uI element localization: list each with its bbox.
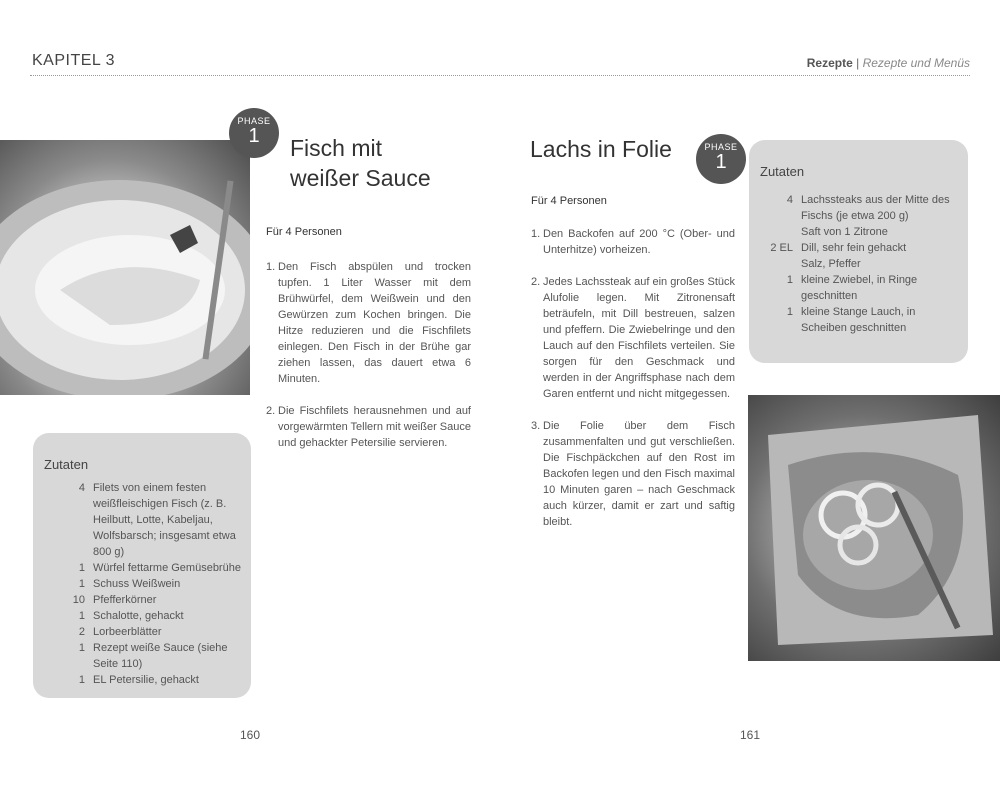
step-text: Den Fisch abspülen und trocken tupfen. 1 Liter Wasser mit dem Brühwürfel, dem Weißwein und den Gewürzen zum Kochen bringen. Die Hitze reduzieren und die Fischfilets einlegen. Den Fisch in der Brühe gar ziehen lassen, das dauert etwa 6 Minuten.	[278, 261, 471, 385]
recipe-title-line: weißer Sauce	[290, 165, 431, 191]
ingredient-row	[57, 592, 242, 608]
fish-dish-illustration	[0, 140, 250, 395]
running-header-section: Rezepte	[806, 56, 853, 70]
chapter-title: KAPITEL 3	[32, 52, 116, 69]
steps-right	[531, 226, 735, 546]
ingredient-qty: 1	[78, 562, 85, 574]
step-number: 2.	[531, 276, 541, 288]
servings-right: Für 4 Personen	[531, 195, 607, 207]
step-text: Jedes Lachssteak auf ein großes Stück Alufolie legen. Mit Zitronensaft beträufeln, mit Dill bestreuen, salzen und pfeffern. Die Zwiebelringe und den Lauch auf den Fischfilets verteilen. Sie sorgen für den Geschmack und werden in der Angriffsphase nach dem Garen entfernt und nicht mitgegessen.	[543, 276, 735, 400]
ingredient-qty: 1	[78, 674, 85, 686]
step-number: 3.	[531, 420, 541, 432]
servings-left: Für 4 Personen	[266, 226, 342, 238]
ingredient-desc: Filets von einem festen weißfleischigen Fisch (z. B. Heilbutt, Lotte, Kabeljau, Wolfsbarsch; insgesamt etwa 800 g)	[93, 482, 236, 558]
ingredient-desc: kleine Zwiebel, in Ringe geschnitten	[801, 274, 918, 302]
phase-number: 1	[715, 151, 727, 173]
recipe-step	[531, 418, 735, 530]
ingredients-heading: Zutaten	[44, 457, 89, 472]
ingredient-row	[765, 192, 961, 224]
recipe-title-right: Lachs in Folie	[530, 136, 672, 162]
ingredients-box-right	[749, 140, 968, 363]
salmon-foil-illustration	[748, 395, 1000, 661]
ingredient-qty: 2 EL	[770, 242, 793, 254]
ingredient-qty: 10	[72, 594, 85, 606]
step-text: Den Backofen auf 200 °C (Ober- und Unterhitze) vorheizen.	[543, 228, 735, 256]
phase-label: PHASE	[237, 116, 271, 126]
ingredient-qty: 4	[78, 482, 85, 494]
page-number-right: 161	[740, 728, 761, 742]
recipe-step	[266, 403, 471, 451]
ingredient-row	[57, 576, 242, 592]
ingredient-desc: EL Petersilie, gehackt	[93, 674, 199, 686]
ingredient-qty: 2	[78, 626, 85, 638]
running-header-subsection: Rezepte und Menüs	[862, 56, 970, 70]
ingredients-heading: Zutaten	[760, 164, 805, 179]
ingredient-row	[57, 480, 242, 560]
ingredient-row	[765, 224, 961, 240]
ingredient-desc: Dill, sehr fein gehackt	[801, 242, 907, 254]
recipe-step	[531, 226, 735, 258]
ingredient-desc: Salz, Pfeffer	[801, 258, 861, 270]
ingredient-qty: 1	[786, 306, 793, 318]
ingredient-desc: kleine Stange Lauch, in Scheiben geschnitten	[801, 306, 916, 334]
step-number: 2.	[266, 405, 276, 417]
header-divider	[30, 75, 970, 76]
ingredient-row	[765, 272, 961, 304]
ingredient-desc: Schalotte, gehackt	[93, 610, 184, 622]
ingredient-row	[57, 560, 242, 576]
step-text: Die Fischfilets herausnehmen und auf vorgewärmten Tellern mit weißer Sauce und gehackter Petersilie servieren.	[278, 405, 471, 449]
ingredient-desc: Rezept weiße Sauce (siehe Seite 110)	[93, 642, 228, 670]
running-header-separator: |	[856, 56, 860, 70]
ingredient-row	[57, 640, 242, 672]
ingredient-qty: 1	[78, 642, 85, 654]
phase-number: 1	[248, 125, 260, 147]
ingredient-qty: 1	[78, 578, 85, 590]
fish-dish-photo	[0, 140, 250, 395]
ingredients-box-left	[33, 433, 251, 698]
ingredients-list	[765, 192, 961, 336]
steps-left	[266, 259, 471, 467]
step-text: Die Folie über dem Fisch zusammenfalten und gut verschließen. Die Fischpäckchen auf den Rost im Backofen legen und den Fisch maximal 10 Minuten garen – nach Geschmack auch kürzer, damit er zart und saftig bleibt.	[543, 420, 735, 528]
step-number: 1.	[531, 228, 541, 240]
ingredient-row	[765, 240, 961, 256]
recipe-title-left	[290, 133, 510, 193]
ingredient-qty: 1	[78, 610, 85, 622]
ingredient-qty: 4	[786, 194, 793, 206]
running-header	[807, 56, 970, 70]
ingredient-desc: Lorbeerblätter	[93, 626, 162, 638]
ingredient-desc: Schuss Weißwein	[93, 578, 181, 590]
ingredient-desc: Pfefferkörner	[93, 594, 157, 606]
ingredient-desc: Würfel fettarme Gemüsebrühe	[93, 562, 241, 574]
ingredient-row	[57, 672, 242, 688]
phase-badge-right	[696, 134, 746, 184]
salmon-foil-photo	[748, 395, 1000, 661]
recipe-step	[266, 259, 471, 387]
ingredient-desc: Lachssteaks aus der Mitte des Fischs (je etwa 200 g)	[801, 194, 950, 222]
page-number-left: 160	[240, 728, 261, 742]
ingredient-qty	[765, 224, 801, 240]
recipe-title-line: Fisch mit	[290, 135, 382, 161]
phase-label: PHASE	[704, 142, 738, 152]
ingredient-desc: Saft von 1 Zitrone	[801, 226, 888, 238]
ingredient-qty	[765, 256, 801, 272]
phase-badge-left	[229, 108, 279, 158]
ingredients-list	[57, 480, 242, 688]
ingredient-row	[57, 608, 242, 624]
ingredient-row	[765, 304, 961, 336]
recipe-step	[531, 274, 735, 402]
ingredient-qty: 1	[786, 274, 793, 286]
step-number: 1.	[266, 261, 276, 273]
ingredient-row	[765, 256, 961, 272]
ingredient-row	[57, 624, 242, 640]
